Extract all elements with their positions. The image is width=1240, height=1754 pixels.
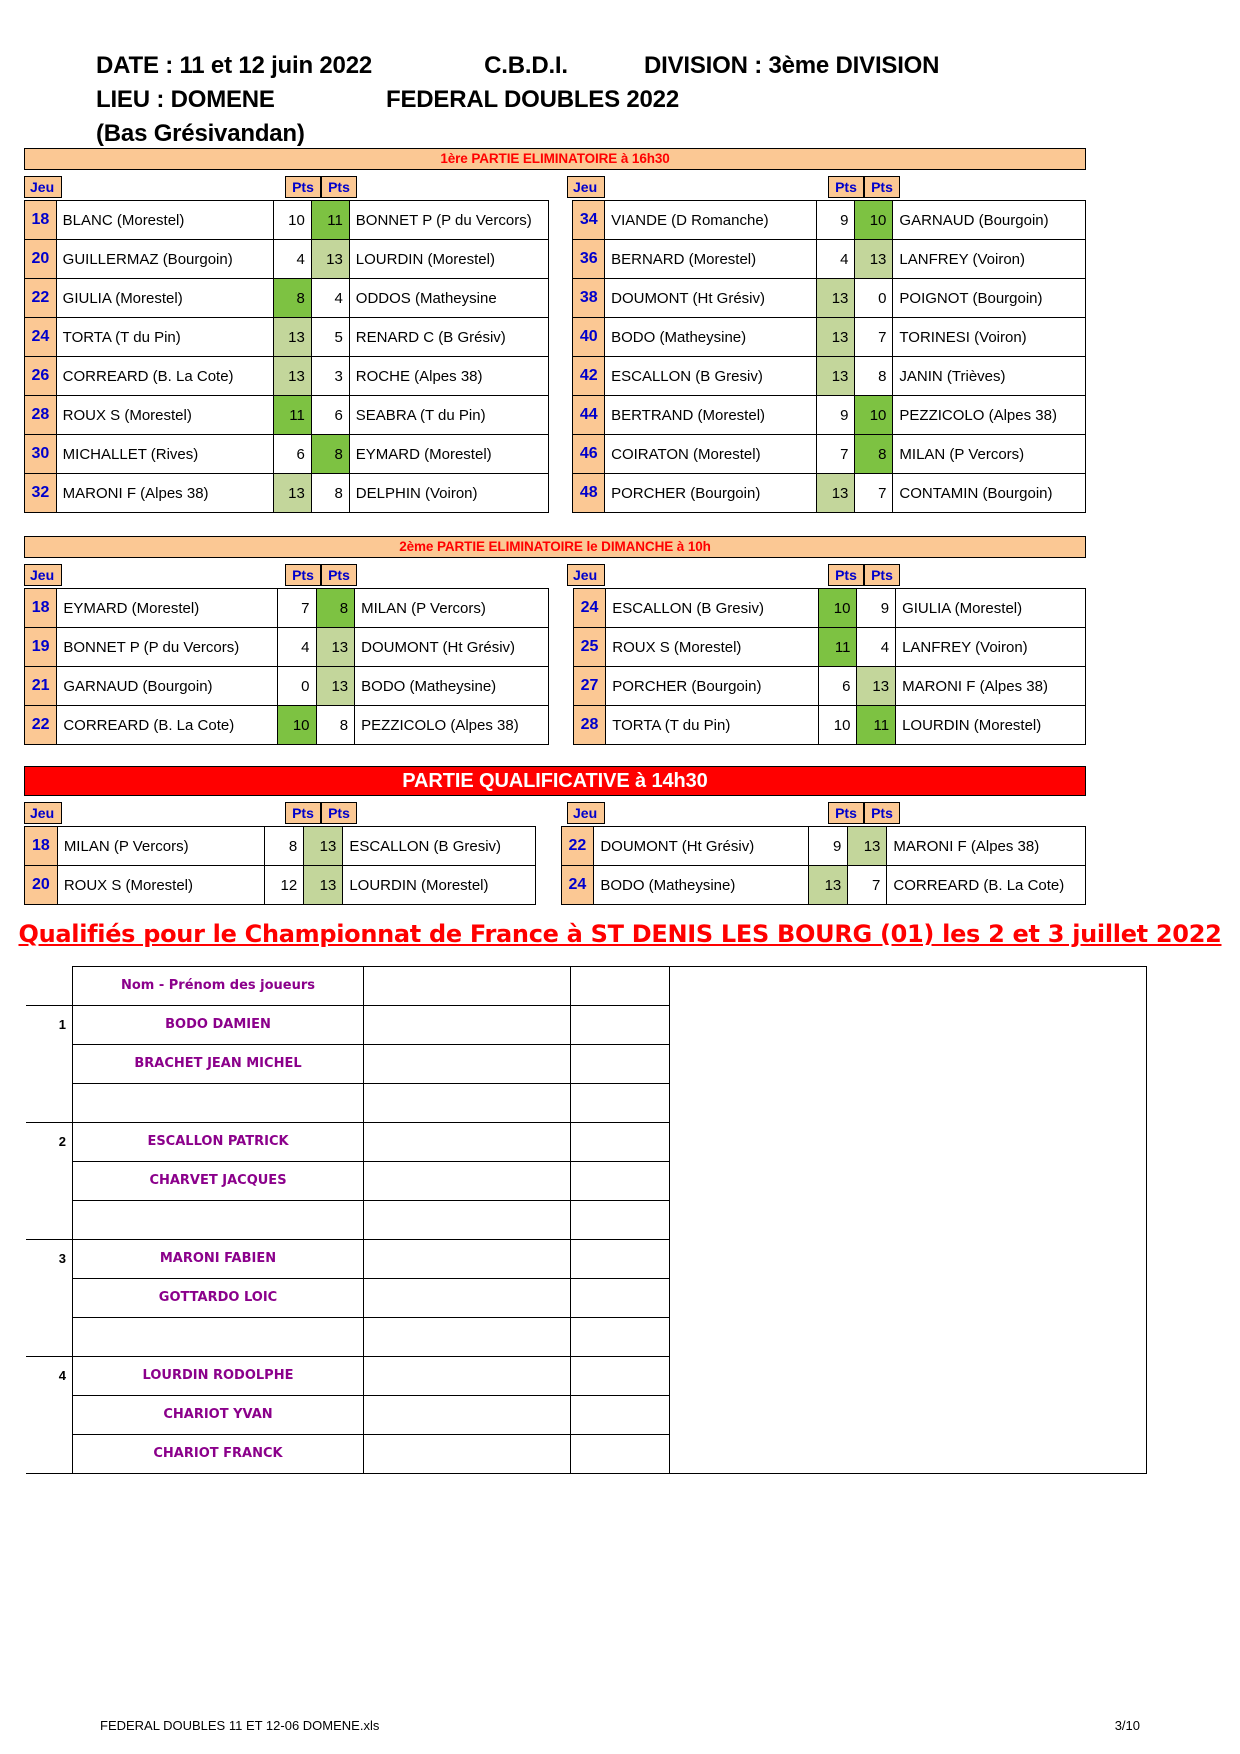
score-right: 8 <box>855 357 893 396</box>
label-pts-left-1: Pts <box>285 176 321 198</box>
player-right: MILAN (P Vercors) <box>893 435 1086 474</box>
player-right: EYMARD (Morestel) <box>349 435 548 474</box>
jeu-cell: 44 <box>573 396 605 435</box>
player-name: CHARIOT FRANCK <box>73 1434 364 1473</box>
qualified-blank-4 <box>670 1278 1147 1317</box>
score-right: 4 <box>311 279 349 318</box>
qualified-blank-2 <box>364 1434 571 1473</box>
player-left: DOUMONT (Ht Grésiv) <box>594 827 809 866</box>
player-left: PORCHER (Bourgoin) <box>606 667 819 706</box>
match-rows-partie1 <box>25 201 1086 513</box>
qualified-blank-2 <box>364 1356 571 1395</box>
jeu-cell: 24 <box>573 589 605 628</box>
score-right: 13 <box>848 827 887 866</box>
jeu-cell: 19 <box>25 628 57 667</box>
jeu-cell: 32 <box>25 474 57 513</box>
jeu-cell: 28 <box>573 706 605 745</box>
player-name: GOTTARDO LOIC <box>73 1278 364 1317</box>
column-gap <box>548 357 572 396</box>
lieu-label: LIEU : DOMENE <box>96 86 275 113</box>
qualified-blank-3 <box>571 1434 670 1473</box>
section-partie2 <box>24 536 1086 745</box>
qualified-blank-4 <box>670 1161 1147 1200</box>
jeu-cell: 27 <box>573 667 605 706</box>
jeu-cell: 42 <box>573 357 605 396</box>
score-left: 12 <box>265 866 304 905</box>
player-right: LOURDIN (Morestel) <box>343 866 536 905</box>
score-left: 4 <box>273 240 311 279</box>
jeu-cell: 22 <box>25 706 57 745</box>
player-right: ODDOS (Matheysine <box>349 279 548 318</box>
team-index <box>26 1200 73 1239</box>
column-gap <box>548 435 572 474</box>
qualified-blank-3 <box>571 967 670 1006</box>
label-pts-right-1: Pts <box>828 802 864 824</box>
score-left: 13 <box>273 318 311 357</box>
score-right: 5 <box>311 318 349 357</box>
player-left: ROUX S (Morestel) <box>57 866 264 905</box>
score-right: 8 <box>316 706 355 745</box>
label-pts-left-2: Pts <box>321 802 357 824</box>
score-left: 13 <box>817 474 855 513</box>
score-right: 13 <box>304 827 343 866</box>
footer-pagenum: 3/10 <box>1114 1718 1140 1733</box>
footer-filename: FEDERAL DOUBLES 11 ET 12-06 DOMENE.xls <box>100 1718 380 1733</box>
team-index: 2 <box>26 1122 73 1161</box>
label-pts-right-2: Pts <box>864 802 900 824</box>
match-row <box>25 279 1086 318</box>
jeu-cell: 36 <box>573 240 605 279</box>
label-pts-right-2: Pts <box>864 564 900 586</box>
player-right: DOUMONT (Ht Grésiv) <box>355 628 549 667</box>
document-header <box>96 52 1096 148</box>
player-right: DELPHIN (Voiron) <box>349 474 548 513</box>
label-jeu-left: Jeu <box>24 802 62 824</box>
column-labels-partie1 <box>24 176 1086 198</box>
qualified-title: Qualifiés pour le Championnat de France à ST DENIS LES BOURG (01) les 2 et 3 juillet 2022 <box>18 920 1222 948</box>
qualified-row <box>26 1200 1147 1239</box>
column-gap <box>536 827 562 866</box>
score-right: 11 <box>311 201 349 240</box>
column-gap <box>548 628 573 667</box>
qualified-blank-4 <box>670 1395 1147 1434</box>
section-banner-partie2: 2ème PARTIE ELIMINATOIRE le DIMANCHE à 10h <box>24 536 1086 558</box>
match-row <box>25 201 1086 240</box>
player-left: MARONI F (Alpes 38) <box>56 474 273 513</box>
player-left: CORREARD (B. La Cote) <box>56 357 273 396</box>
score-left: 11 <box>273 396 311 435</box>
qualified-blank-3 <box>571 1317 670 1356</box>
player-left: GIULIA (Morestel) <box>56 279 273 318</box>
label-pts-left-2: Pts <box>321 176 357 198</box>
player-right: SEABRA (T du Pin) <box>349 396 548 435</box>
team-index <box>26 1278 73 1317</box>
label-jeu-right: Jeu <box>567 176 605 198</box>
player-right: LOURDIN (Morestel) <box>896 706 1086 745</box>
player-left: BODO (Matheysine) <box>594 866 809 905</box>
jeu-cell: 22 <box>561 827 594 866</box>
label-pts-right-1: Pts <box>828 176 864 198</box>
match-row <box>25 240 1086 279</box>
qualified-blank-3 <box>571 1005 670 1044</box>
score-left: 9 <box>817 201 855 240</box>
label-pts-left-2: Pts <box>321 564 357 586</box>
score-right: 13 <box>316 628 355 667</box>
team-index <box>26 1434 73 1473</box>
section-qualificative <box>24 766 1086 905</box>
qualified-blank-2 <box>364 1122 571 1161</box>
match-row <box>25 628 1086 667</box>
player-name <box>73 1317 364 1356</box>
match-row <box>25 435 1086 474</box>
qualified-row <box>26 1122 1147 1161</box>
player-left: BLANC (Morestel) <box>56 201 273 240</box>
player-right: CORREARD (B. La Cote) <box>887 866 1086 905</box>
score-left: 13 <box>817 357 855 396</box>
qualified-blank-3 <box>571 1083 670 1122</box>
date-label: DATE : 11 et 12 juin 2022 <box>96 52 373 79</box>
qualified-row <box>26 1317 1147 1356</box>
score-left: 8 <box>265 827 304 866</box>
jeu-cell: 30 <box>25 435 57 474</box>
score-right: 8 <box>855 435 893 474</box>
header-row-3 <box>96 120 1096 148</box>
score-left: 13 <box>817 279 855 318</box>
region-label: (Bas Grésivandan) <box>96 120 305 147</box>
qualified-blank-3 <box>571 1395 670 1434</box>
player-right: LANFREY (Voiron) <box>896 628 1086 667</box>
qualified-row <box>26 1356 1147 1395</box>
team-index <box>26 1317 73 1356</box>
score-right: 8 <box>316 589 355 628</box>
label-pts-left-1: Pts <box>285 564 321 586</box>
label-jeu-left: Jeu <box>24 176 62 198</box>
player-right: GIULIA (Morestel) <box>896 589 1086 628</box>
qualified-blank-4 <box>670 1200 1147 1239</box>
section-partie1 <box>24 148 1086 513</box>
score-left: 6 <box>273 435 311 474</box>
qualified-blank-4 <box>670 1239 1147 1278</box>
qualified-blank-4 <box>670 1083 1147 1122</box>
player-name <box>73 1083 364 1122</box>
qualified-row <box>26 1005 1147 1044</box>
team-index: 4 <box>26 1356 73 1395</box>
column-gap <box>548 240 572 279</box>
player-right: MARONI F (Alpes 38) <box>887 827 1086 866</box>
qualified-header-row <box>26 967 1147 1006</box>
player-right: PEZZICOLO (Alpes 38) <box>355 706 549 745</box>
match-row <box>25 318 1086 357</box>
qualified-blank-4 <box>670 1122 1147 1161</box>
score-left: 11 <box>818 628 857 667</box>
jeu-cell: 18 <box>25 827 58 866</box>
column-gap <box>548 318 572 357</box>
player-left: GARNAUD (Bourgoin) <box>57 667 278 706</box>
team-index <box>26 1083 73 1122</box>
player-right: LANFREY (Voiron) <box>893 240 1086 279</box>
column-gap <box>548 706 573 745</box>
player-right: CONTAMIN (Bourgoin) <box>893 474 1086 513</box>
jeu-cell: 48 <box>573 474 605 513</box>
score-right: 4 <box>857 628 896 667</box>
qualified-row <box>26 1083 1147 1122</box>
score-right: 13 <box>857 667 896 706</box>
score-right: 8 <box>311 474 349 513</box>
qualified-column-header: Nom - Prénom des joueurs <box>73 967 364 1006</box>
player-name: LOURDIN RODOLPHE <box>73 1356 364 1395</box>
score-left: 4 <box>817 240 855 279</box>
score-right: 6 <box>311 396 349 435</box>
team-index: 3 <box>26 1239 73 1278</box>
jeu-cell: 21 <box>25 667 57 706</box>
qualified-blank-2 <box>364 1083 571 1122</box>
qualified-blank-3 <box>571 1356 670 1395</box>
score-right: 7 <box>855 318 893 357</box>
qualified-blank-4 <box>670 967 1147 1006</box>
qualified-blank-4 <box>670 1434 1147 1473</box>
player-left: CORREARD (B. La Cote) <box>57 706 278 745</box>
qualified-row <box>26 1395 1147 1434</box>
qualified-blank-3 <box>571 1122 670 1161</box>
player-right: LOURDIN (Morestel) <box>349 240 548 279</box>
score-left: 6 <box>818 667 857 706</box>
match-row <box>25 667 1086 706</box>
player-left: BERNARD (Morestel) <box>605 240 817 279</box>
player-right: ROCHE (Alpes 38) <box>349 357 548 396</box>
match-table-partie2 <box>24 588 1086 745</box>
player-name: CHARVET JACQUES <box>73 1161 364 1200</box>
match-row <box>25 706 1086 745</box>
section-banner-qualificative: PARTIE QUALIFICATIVE à 14h30 <box>24 766 1086 796</box>
player-right: PEZZICOLO (Alpes 38) <box>893 396 1086 435</box>
score-left: 0 <box>277 667 316 706</box>
player-name: BODO DAMIEN <box>73 1005 364 1044</box>
match-rows-qualificative <box>25 827 1086 905</box>
player-left: TORTA (T du Pin) <box>606 706 819 745</box>
player-right: MILAN (P Vercors) <box>355 589 549 628</box>
score-right: 10 <box>855 201 893 240</box>
column-labels-qualificative <box>24 802 1086 824</box>
qualified-blank-2 <box>364 1278 571 1317</box>
player-left: MILAN (P Vercors) <box>57 827 264 866</box>
match-table-partie1 <box>24 200 1086 513</box>
score-left: 13 <box>273 357 311 396</box>
jeu-cell: 20 <box>25 240 57 279</box>
header-row-2 <box>96 86 1096 114</box>
match-table-qualificative <box>24 826 1086 905</box>
column-gap <box>536 866 562 905</box>
team-index: 1 <box>26 1005 73 1044</box>
player-left: TORTA (T du Pin) <box>56 318 273 357</box>
player-left: BONNET P (P du Vercors) <box>57 628 278 667</box>
score-right: 13 <box>311 240 349 279</box>
team-index <box>26 967 73 1006</box>
player-left: COIRATON (Morestel) <box>605 435 817 474</box>
qualified-blank-3 <box>571 1161 670 1200</box>
score-left: 8 <box>273 279 311 318</box>
qualified-players-table <box>26 966 1147 1474</box>
label-pts-right-1: Pts <box>828 564 864 586</box>
score-right: 10 <box>855 396 893 435</box>
label-jeu-right: Jeu <box>567 564 605 586</box>
score-right: 0 <box>855 279 893 318</box>
qualified-row <box>26 1278 1147 1317</box>
qualified-blank-2 <box>364 1161 571 1200</box>
player-left: BODO (Matheysine) <box>605 318 817 357</box>
team-index <box>26 1395 73 1434</box>
player-right: ESCALLON (B Gresiv) <box>343 827 536 866</box>
qualified-blank-4 <box>670 1044 1147 1083</box>
player-right: MARONI F (Alpes 38) <box>896 667 1086 706</box>
match-row <box>25 866 1086 905</box>
score-left: 9 <box>817 396 855 435</box>
player-left: ROUX S (Morestel) <box>606 628 819 667</box>
player-left: EYMARD (Morestel) <box>57 589 278 628</box>
score-left: 10 <box>818 706 857 745</box>
player-name <box>73 1200 364 1239</box>
qualified-blank-2 <box>364 1005 571 1044</box>
jeu-cell: 18 <box>25 589 57 628</box>
player-right: BONNET P (P du Vercors) <box>349 201 548 240</box>
jeu-cell: 24 <box>25 318 57 357</box>
score-right: 7 <box>855 474 893 513</box>
division-label: DIVISION : 3ème DIVISION <box>644 52 940 79</box>
jeu-cell: 22 <box>25 279 57 318</box>
score-left: 10 <box>277 706 316 745</box>
section-banner-partie1: 1ère PARTIE ELIMINATOIRE à 16h30 <box>24 148 1086 170</box>
player-right: POIGNOT (Bourgoin) <box>893 279 1086 318</box>
score-right: 13 <box>855 240 893 279</box>
player-left: VIANDE (D Romanche) <box>605 201 817 240</box>
jeu-cell: 18 <box>25 201 57 240</box>
score-left: 4 <box>277 628 316 667</box>
qualified-blank-2 <box>364 1395 571 1434</box>
qualified-row <box>26 1161 1147 1200</box>
player-right: BODO (Matheysine) <box>355 667 549 706</box>
player-name: CHARIOT YVAN <box>73 1395 364 1434</box>
jeu-cell: 46 <box>573 435 605 474</box>
qualified-blank-3 <box>571 1044 670 1083</box>
match-row <box>25 396 1086 435</box>
qualified-blank-3 <box>571 1239 670 1278</box>
jeu-cell: 28 <box>25 396 57 435</box>
event-title: FEDERAL DOUBLES 2022 <box>386 86 679 113</box>
player-right: JANIN (Trièves) <box>893 357 1086 396</box>
player-left: ESCALLON (B Gresiv) <box>605 357 817 396</box>
player-name: MARONI FABIEN <box>73 1239 364 1278</box>
column-gap <box>548 396 572 435</box>
score-left: 13 <box>273 474 311 513</box>
player-right: RENARD C (B Grésiv) <box>349 318 548 357</box>
qualified-blank-2 <box>364 1200 571 1239</box>
score-right: 9 <box>857 589 896 628</box>
column-gap <box>548 201 572 240</box>
score-left: 10 <box>273 201 311 240</box>
label-jeu-right: Jeu <box>567 802 605 824</box>
label-pts-left-1: Pts <box>285 802 321 824</box>
label-pts-right-2: Pts <box>864 176 900 198</box>
qualified-blank-4 <box>670 1317 1147 1356</box>
jeu-cell: 40 <box>573 318 605 357</box>
match-row <box>25 827 1086 866</box>
qualified-rows <box>26 967 1147 1474</box>
qualified-blank-2 <box>364 967 571 1006</box>
qualified-blank-4 <box>670 1005 1147 1044</box>
column-labels-partie2 <box>24 564 1086 586</box>
player-left: GUILLERMAZ (Bourgoin) <box>56 240 273 279</box>
qualified-blank-3 <box>571 1278 670 1317</box>
team-index <box>26 1044 73 1083</box>
jeu-cell: 25 <box>573 628 605 667</box>
player-left: DOUMONT (Ht Grésiv) <box>605 279 817 318</box>
score-left: 9 <box>809 827 848 866</box>
score-right: 13 <box>304 866 343 905</box>
column-gap <box>548 589 573 628</box>
qualified-row <box>26 1044 1147 1083</box>
qualified-blank-2 <box>364 1239 571 1278</box>
score-left: 10 <box>818 589 857 628</box>
column-gap <box>548 474 572 513</box>
score-right: 8 <box>311 435 349 474</box>
player-left: MICHALLET (Rives) <box>56 435 273 474</box>
player-left: ESCALLON (B Gresiv) <box>606 589 819 628</box>
score-right: 7 <box>848 866 887 905</box>
qualified-blank-4 <box>670 1356 1147 1395</box>
player-name: BRACHET JEAN MICHEL <box>73 1044 364 1083</box>
player-name: ESCALLON PATRICK <box>73 1122 364 1161</box>
label-jeu-left: Jeu <box>24 564 62 586</box>
jeu-cell: 20 <box>25 866 58 905</box>
column-gap <box>548 279 572 318</box>
qualified-row <box>26 1239 1147 1278</box>
qualified-blank-2 <box>364 1044 571 1083</box>
qualified-blank-2 <box>364 1317 571 1356</box>
match-rows-partie2 <box>25 589 1086 745</box>
column-gap <box>548 667 573 706</box>
score-left: 13 <box>809 866 848 905</box>
qualified-row <box>26 1434 1147 1473</box>
match-row <box>25 357 1086 396</box>
header-row-1 <box>96 52 1096 80</box>
match-row <box>25 589 1086 628</box>
jeu-cell: 26 <box>25 357 57 396</box>
club-label: C.B.D.I. <box>484 52 568 79</box>
match-row <box>25 474 1086 513</box>
score-right: 13 <box>316 667 355 706</box>
score-right: 11 <box>857 706 896 745</box>
jeu-cell: 38 <box>573 279 605 318</box>
team-index <box>26 1161 73 1200</box>
player-right: GARNAUD (Bourgoin) <box>893 201 1086 240</box>
jeu-cell: 34 <box>573 201 605 240</box>
jeu-cell: 24 <box>561 866 594 905</box>
player-left: PORCHER (Bourgoin) <box>605 474 817 513</box>
qualified-blank-3 <box>571 1200 670 1239</box>
player-left: BERTRAND (Morestel) <box>605 396 817 435</box>
player-right: TORINESI (Voiron) <box>893 318 1086 357</box>
player-left: ROUX S (Morestel) <box>56 396 273 435</box>
score-right: 3 <box>311 357 349 396</box>
score-left: 7 <box>277 589 316 628</box>
score-left: 13 <box>817 318 855 357</box>
score-left: 7 <box>817 435 855 474</box>
